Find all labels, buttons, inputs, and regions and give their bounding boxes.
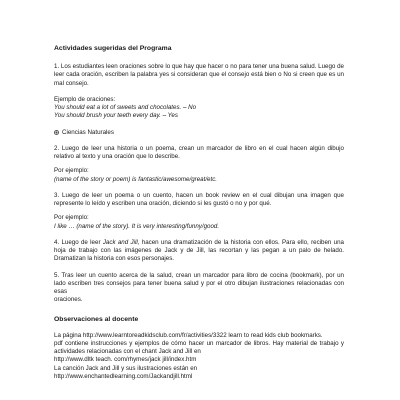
activity-3-text: 3. Luego de leer un poema o un cuento, hacen un book review en el cual dibujan una imagen que represente lo leído y escriben una oración, diciendo si les gustó o no y por qué. bbox=[54, 191, 344, 208]
activity-5 bbox=[54, 272, 344, 305]
obs-link-2[interactable]: http://www.enchantedlearning.com/Jackandjill.html bbox=[54, 372, 193, 380]
activity-5-text: 5. Tras leer un cuento acerca de la salud, crean un marcador para libro de cocina (bookmark), por un lado escriben tres consejos para tener buena salud y por el otro dibujan ilustraciones relacionadas con esas bbox=[54, 271, 344, 296]
obs-line-4: La canción Jack and Jill y sus ilustraciones están en bbox=[54, 364, 198, 372]
observations-title: Observaciones al docente bbox=[54, 315, 139, 323]
activity-3 bbox=[54, 192, 344, 231]
activity-1-example-label: Ejemplo de oraciones: bbox=[54, 95, 116, 103]
target-bullet-icon bbox=[54, 130, 59, 135]
obs-link-1[interactable]: http://www.dltk teach. com/rhymes/jack jill/index.htm bbox=[54, 356, 197, 364]
activity-4-text bbox=[54, 239, 344, 264]
activity-2-example-label: Por ejemplo: bbox=[54, 167, 89, 175]
activity-1-text: 1. Los estudiantes leen oraciones sobre lo que hay que hacer o no para tener una buena salud. Luego de leer cada oración, escriben la palabra yes si consideran que el consejo está bien o No si creen que es un mal consejo. bbox=[54, 63, 344, 87]
activity-2-text: 2. Luego de leer una historia o un poema, crean un marcador de libro en el cual hacen algún dibujo relativo al texto y una oración que lo describe. bbox=[54, 144, 344, 161]
activity-2 bbox=[54, 145, 344, 184]
obs-line-2: pdf contiene instrucciones y ejemplos de cómo hacer un marcador de libros. Hay material de trabajo y actividades relacionadas con el chant Jack and Jill en bbox=[54, 339, 344, 356]
obs-line-1: La página http://www.learntoreadkidsclub.com/fr/activities/3322 learn to read kids club bookmarks. bbox=[54, 331, 323, 339]
activity-5-tail: oraciones. bbox=[54, 296, 83, 304]
activity-3-example: I like … (name of the story). It is very interesting/funny/good. bbox=[54, 222, 220, 230]
activity-1 bbox=[54, 63, 344, 121]
subject-label: Ciencias Naturales bbox=[62, 128, 114, 136]
activity-3-example-label: Por ejemplo: bbox=[54, 214, 89, 222]
subject-bullet bbox=[54, 129, 344, 137]
activity-4-pre: 4. Luego de leer bbox=[54, 238, 103, 246]
activity-1-example-1: You should eat a lot of sweets and chocolates. – No bbox=[54, 104, 197, 112]
section-title: Actividades sugeridas del Programa bbox=[54, 45, 172, 52]
activity-1-example-2: You should brush your teeth every day. – Yes bbox=[54, 112, 178, 120]
activity-2-example: (name of the story or poem) is fantastic/awesome/great/etc. bbox=[54, 175, 218, 183]
activity-4-post: , hacen una dramatización de la historia con ellos. Para ello, reciben una hoja de trabajo con las imágenes de Jack y de Jill, las recortan y las pegan a un palo de helado. Dramatizan la historia con esos personajes. bbox=[54, 238, 344, 263]
activity-4-title: Jack and Jill bbox=[102, 238, 138, 246]
observations bbox=[54, 332, 344, 382]
